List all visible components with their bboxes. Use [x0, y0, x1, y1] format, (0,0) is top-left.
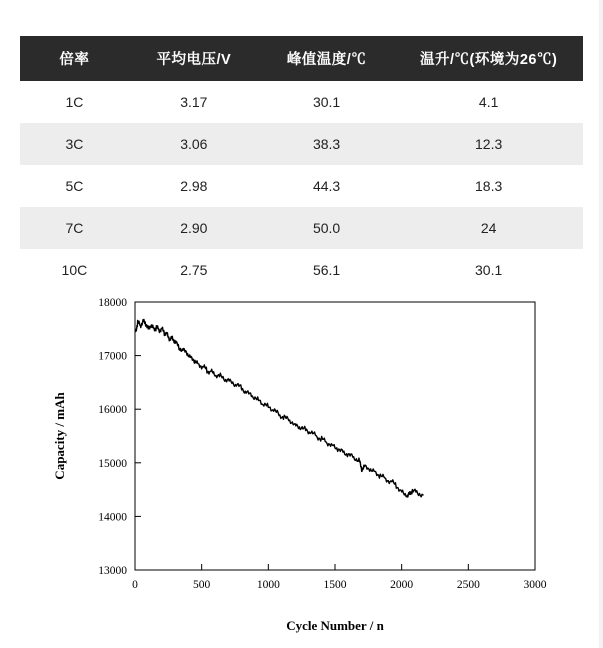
cell-peak-temp: 50.0 [259, 207, 394, 249]
x-tick-label: 1500 [323, 579, 347, 591]
y-tick-label: 17000 [98, 350, 127, 363]
table-row [20, 207, 583, 249]
cell-peak-temp: 44.3 [259, 165, 394, 207]
column-header-avg-voltage: 平均电压/V [129, 36, 259, 81]
y-axis-title: Capacity / mAh [52, 392, 67, 480]
cell-peak-temp: 30.1 [259, 81, 394, 123]
cell-avg-voltage: 3.17 [129, 81, 259, 123]
table-row [20, 249, 583, 291]
capacity-cycle-chart [40, 292, 570, 642]
column-header-peak-temp: 峰值温度/℃ [259, 36, 394, 81]
cell-rate: 7C [20, 207, 129, 249]
cell-rate: 5C [20, 165, 129, 207]
x-tick-label: 1000 [256, 579, 280, 591]
table-row [20, 81, 583, 123]
table-body [20, 81, 583, 291]
cell-rate: 10C [20, 249, 129, 291]
cell-rate: 1C [20, 81, 129, 123]
x-tick-label: 3000 [523, 579, 547, 591]
cell-temp-rise: 18.3 [394, 165, 583, 207]
results-table-container [20, 36, 583, 291]
x-axis-title: Cycle Number / n [286, 618, 384, 633]
table-header [20, 36, 583, 81]
cell-temp-rise: 4.1 [394, 81, 583, 123]
cell-avg-voltage: 3.06 [129, 123, 259, 165]
plot-area-border [135, 302, 535, 570]
y-tick-label: 14000 [98, 511, 127, 524]
chart-canvas [40, 292, 570, 642]
x-tick-label: 500 [193, 579, 211, 591]
y-tick-label: 16000 [98, 404, 127, 417]
cell-peak-temp: 56.1 [259, 249, 394, 291]
x-tick-label: 2000 [390, 579, 414, 591]
y-tick-label: 13000 [98, 565, 127, 577]
cell-temp-rise: 24 [394, 207, 583, 249]
cell-rate: 3C [20, 123, 129, 165]
table-row [20, 123, 583, 165]
cell-temp-rise: 12.3 [394, 123, 583, 165]
y-tick-label: 18000 [98, 297, 127, 309]
table-header-row [20, 36, 583, 81]
column-header-rate: 倍率 [20, 36, 129, 81]
cell-temp-rise: 30.1 [394, 249, 583, 291]
x-tick-label: 2500 [456, 579, 480, 591]
cell-peak-temp: 38.3 [259, 123, 394, 165]
cell-avg-voltage: 2.90 [129, 207, 259, 249]
right-edge-strip [599, 0, 603, 648]
y-tick-label: 15000 [98, 457, 127, 470]
cell-avg-voltage: 2.98 [129, 165, 259, 207]
table-row [20, 165, 583, 207]
x-tick-label: 0 [132, 579, 138, 591]
results-table [20, 36, 583, 291]
column-header-temp-rise: 温升/℃(环境为26℃) [394, 36, 583, 81]
cell-avg-voltage: 2.75 [129, 249, 259, 291]
